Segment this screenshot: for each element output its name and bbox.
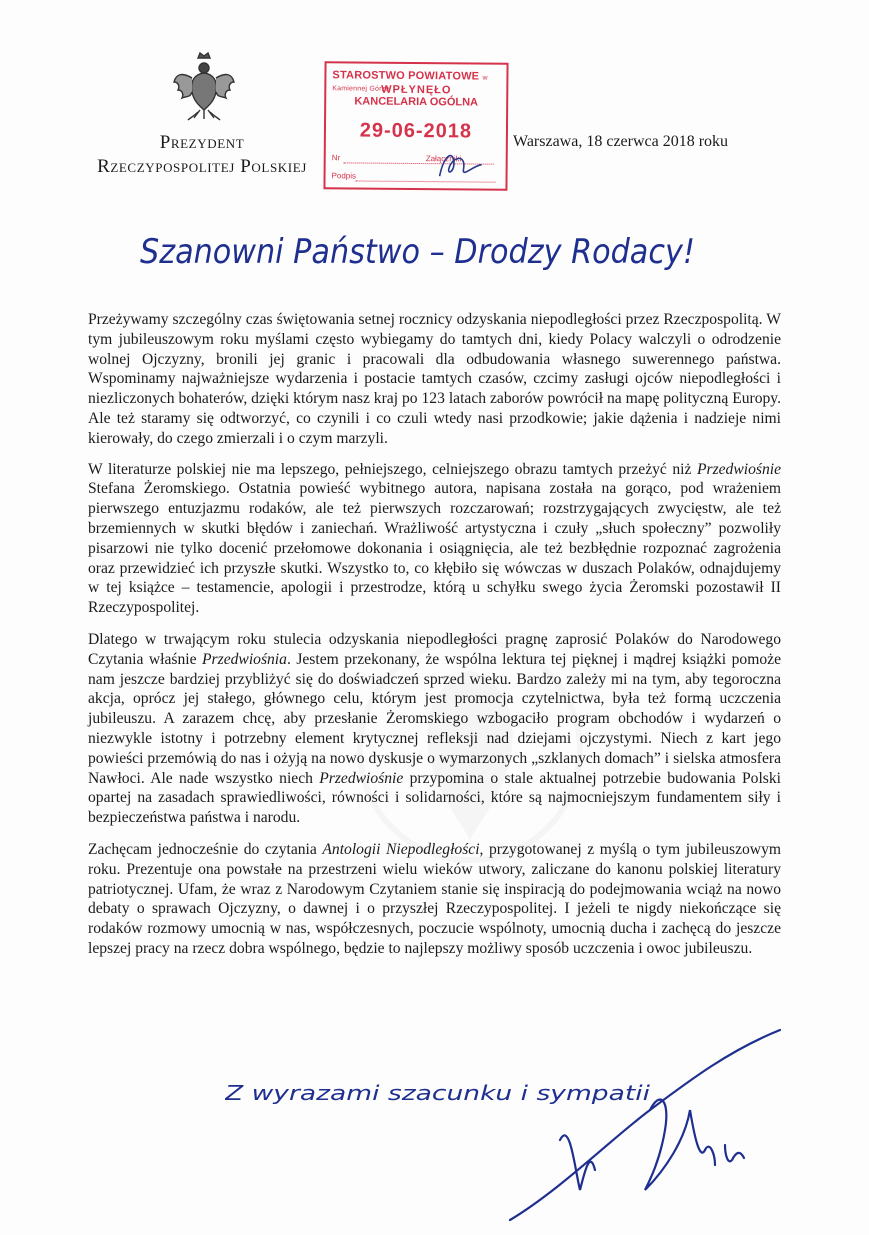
registry-stamp: [323, 61, 508, 191]
stamp-signature-label: Podpis: [331, 171, 357, 181]
svg-text:Szanowni Państwo – Drodzy Roda: Szanowni Państwo – Drodzy Rodacy!: [140, 232, 695, 272]
stamp-nr-label: Nr: [331, 153, 341, 163]
stamp-initials-scribble: [436, 146, 486, 182]
stamp-date: 29-06-2018: [359, 119, 473, 143]
stamp-department: KANCELARIA OGÓLNA: [354, 95, 479, 109]
stamp-attachments-label: Załączniki: [425, 154, 462, 164]
letter-body: [88, 310, 781, 971]
paragraph-3: Dlatego w trwającym roku stulecia odzyskania niepodległości pragnę zaprosić Polaków do Narodowego Czytania właśnie Przedwiośnia. Jestem przekonany, że wspólna lektura tej pięknej i mądrej książki pomoże nam jeszcze bardziej przybliżyć się do doświadczeń sprzed wieku. Bardzo zależy mi na tym, aby tegoroczna akcja, oprócz jej stałego, głównego celu, którym jest promocja czytelnictwa, była też formą uczczenia jubileuszu. A zarazem chcę, aby przesłanie Żeromskiego wzbogaciło program obchodów i wydarzeń o niezwykle istotny i potrzebny element krytycznej refleksji nad dziejami ojczystymi. Niech z kart jego powieści przemówią do nas i ożyją na nowo dyskusje o wymarzonych „szklanych domach” i sielska atmosfera Nawłoci. Ale nade wszystko niech Przedwiośnie przypomina o stale aktualnej potrzebie budowania Polski opartej na zasadach sprawiedliwości, równości i solidarności, które są najmocniejszym fundamentem siły i bezpieczeństwa państwa i narodu.: [88, 630, 781, 827]
signature-icon: [500, 1020, 800, 1230]
paragraph-4: Zachęcam jednocześnie do czytania Antologii Niepodległości, przygotowanej z myślą o tym jubileuszowym roku. Prezentuje ona powstałe na przestrzeni wielu wieków utwory, zaliczane do kanonu polskiej literatury patriotycznej. Ufam, że wraz z Narodowym Czytaniem stanie się inspiracją do podejmowania wciąż na nowo debaty o sprawach Ojczyzny, o dawnej i o przyszłej Rzeczypospolitej. I jeżeli te nigdy niekończące się rodaków rozmowy umocnią w nas, współczesnych, poczucie wspólnoty, umocnią ducha i zachęcą do jeszcze lepszej pracy na rzecz dobra wspólnego, będzie to najlepszy możliwy sposób uczczenia i owoc jubileuszu.: [88, 840, 781, 957]
sender-block: [52, 131, 352, 179]
place-and-date: Warszawa, 18 czerwca 2018 roku: [513, 133, 729, 150]
paragraph-2: W literaturze polskiej nie ma lepszego, pełniejszego, celniejszego obrazu tamtych przeżyć niż Przedwiośnie Stefana Żeromskiego. Ostatnia powieść wybitnego autora, napisana została na gorąco, pod wrażeniem pierwszego entuzjazmu rodaków, ale też pierwszych rozczarowań; rozstrzygających zwycięstw, ale też brzemiennych w skutki błędów i zaniechań. Wrażliwość artystyczna i czuły „słuch społeczny” pozwoliły pisarzowi nie tylko docenić przełomowe dokonania i osiągnięcia, ale też bezbłędnie rozpoznać zagrożenia oraz przewidzieć ich przyszłe skutki. Wszystko to, co kłębiło się wówczas w duszach Polaków, odnajdujemy w tej książce – testamencie, apologii i przestrodze, którą u schyłku swego życia Żeromski pozostawił II Rzeczypospolitej.: [88, 460, 781, 617]
sender-title: Prezydent: [159, 132, 245, 153]
paragraph-1: Przeżywamy szczególny czas świętowania setnej rocznicy odzyskania niepodległości przez Rzeczpospolitą. W tym jubileuszowym roku myślami często wybiegamy do tamtych dni, kiedy Polacy walczyli o odrodzenie wolnej Ojczyzny, bronili jej granic i pracowali dla odbudowania własnego suwerennego państwa. Wspominamy najważniejsze wydarzenia i postacie tamtych czasów, czcimy zasługi ojców niepodległości i niezliczonych bohaterów, dzięki którym nasz kraj po 123 latach zaborów powrócił na mapę polityczną Europy. Ale też staramy się odtworzyć, co czynili i co czuli wtedy nasi przodkowie; jakie dążenia i nadzieje nimi kierowały, do czego zmierzali i o czym marzyli.: [88, 311, 781, 447]
svg-text:Z wyrazami szacunku i sympatii: Z wyrazami szacunku i sympatii: [225, 1081, 651, 1105]
salutation-handwriting-icon: [140, 205, 710, 285]
handwritten-salutation: [140, 205, 710, 285]
stamp-received: WPŁYNĘŁO: [381, 83, 452, 97]
eagle-emblem-icon: [172, 52, 236, 122]
stamp-office: STAROSTWO POWIATOWE w Kamiennej Górze: [332, 69, 488, 93]
sender-institution: Rzeczypospolitej Polskiej: [97, 156, 307, 177]
